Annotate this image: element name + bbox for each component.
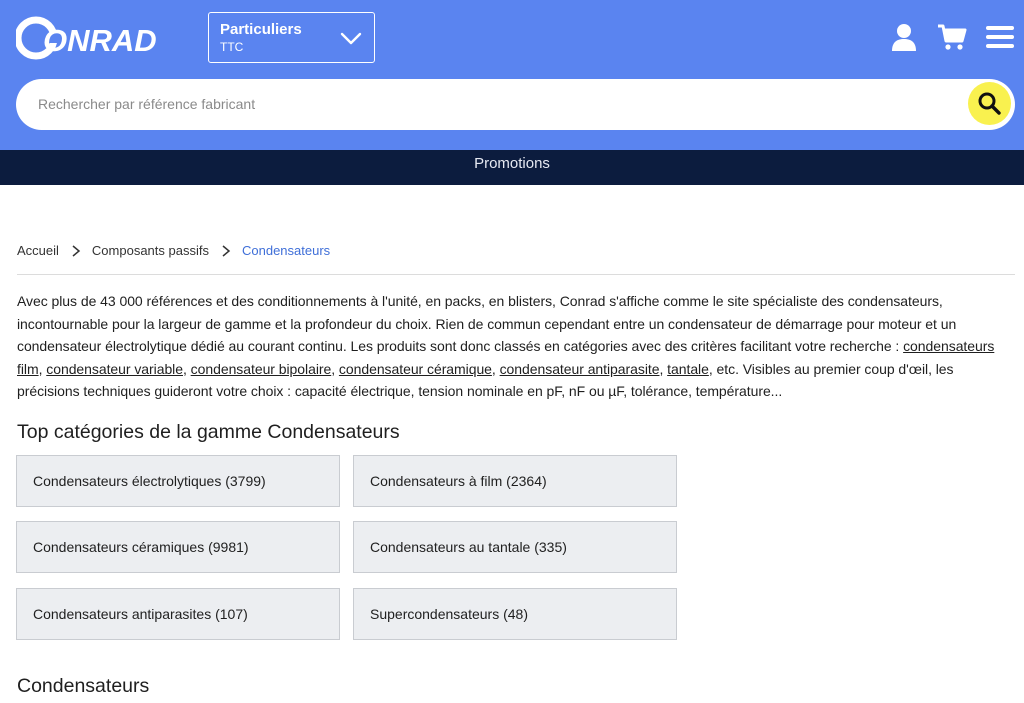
customer-type-label: Particuliers [220,21,302,38]
conrad-logo[interactable] [16,16,168,60]
category-tile[interactable]: Supercondensateurs (48) [353,588,677,640]
customer-type-select[interactable] [208,12,375,63]
breadcrumb-home[interactable]: Accueil [17,243,59,258]
breadcrumb-current: Condensateurs [241,243,331,258]
link-condensateur-ceramique[interactable]: condensateur céramique [338,360,492,377]
link-condensateur-bipolaire[interactable]: condensateur bipolaire [190,360,332,377]
chevron-right-icon [221,244,231,258]
user-icon[interactable] [889,22,919,52]
divider [17,274,1015,275]
category-tile[interactable]: Condensateurs au tantale (335) [353,521,677,573]
category-tile[interactable]: Condensateurs antiparasites (107) [16,588,340,640]
hamburger-menu-icon[interactable] [985,22,1015,52]
link-condensateur-variable[interactable]: condensateur variable [46,360,183,377]
promotions-link[interactable]: Promotions [474,155,550,172]
top-categories-title: Top catégories de la gamme Condensateurs [17,421,400,443]
customer-type-tax-label: TTC [220,40,244,54]
site-header [0,0,1024,150]
breadcrumb [17,243,330,258]
promo-bar [0,150,1024,185]
search-bar [16,79,1015,130]
intro-text: Avec plus de 43 000 références et des conditionnements à l'unité, en packs, en blisters, Conrad s'affiche comme le site spécialiste des condensateurs, incontournable pour la largeur de gamme et la profondeur du choix. Rien de commun cependant entre un condensateur de démarrage pour moteur et un condensateur électrolytique dédié au courant continu. Les produits sont donc classés en catégories avec des critères facilitant votre recherche : condensateurs film, condensateur variable, condensateur bipolaire, condensateur céramique, condensateur antiparasite, tantale, etc. Visibles au premier coup d'œil, les précisions techniques guideront votre choix : capacité électrique, tension nominale en pF, nF ou µF, tolérance, température... [17,293,995,399]
svg-text:ONRAD: ONRAD [43,23,157,58]
link-condensateurs-film[interactable]: condensateurs film [17,338,995,377]
intro-text-part: , etc. Visibles au premier coup d'œil, les précisions techniques guideront votre choix : capacité électrique, tension nominale en pF, nF ou µF, tolérance, température... [17,360,954,399]
chevron-right-icon [71,244,81,258]
cart-icon[interactable] [937,22,967,52]
breadcrumb-passive-components[interactable]: Composants passifs [91,243,209,258]
search-button[interactable] [968,82,1011,125]
link-tantale[interactable]: tantale [667,360,709,377]
link-condensateur-antiparasite[interactable]: condensateur antiparasite [499,360,660,377]
intro-text-part: Avec plus de 43 000 références et des conditionnements à l'unité, en packs, en blisters, Conrad s'affiche comme le site spécialiste des condensateurs, incontournable pour la largeur de gamme et la profondeur du choix. Rien de commun cependant entre un condensateur de démarrage pour moteur et un condensateur électrolytique dédié au courant continu. Les produits sont donc classés en catégories avec des critères facilitant votre recherche : [17,293,957,354]
category-tile[interactable]: Condensateurs à film (2364) [353,455,677,507]
category-tile[interactable]: Condensateurs céramiques (9981) [16,521,340,573]
category-tile[interactable]: Condensateurs électrolytiques (3799) [16,455,340,507]
products-section-title: Condensateurs [17,675,150,697]
search-input[interactable] [38,92,938,116]
chevron-down-icon [340,27,362,49]
search-icon [978,92,1001,115]
